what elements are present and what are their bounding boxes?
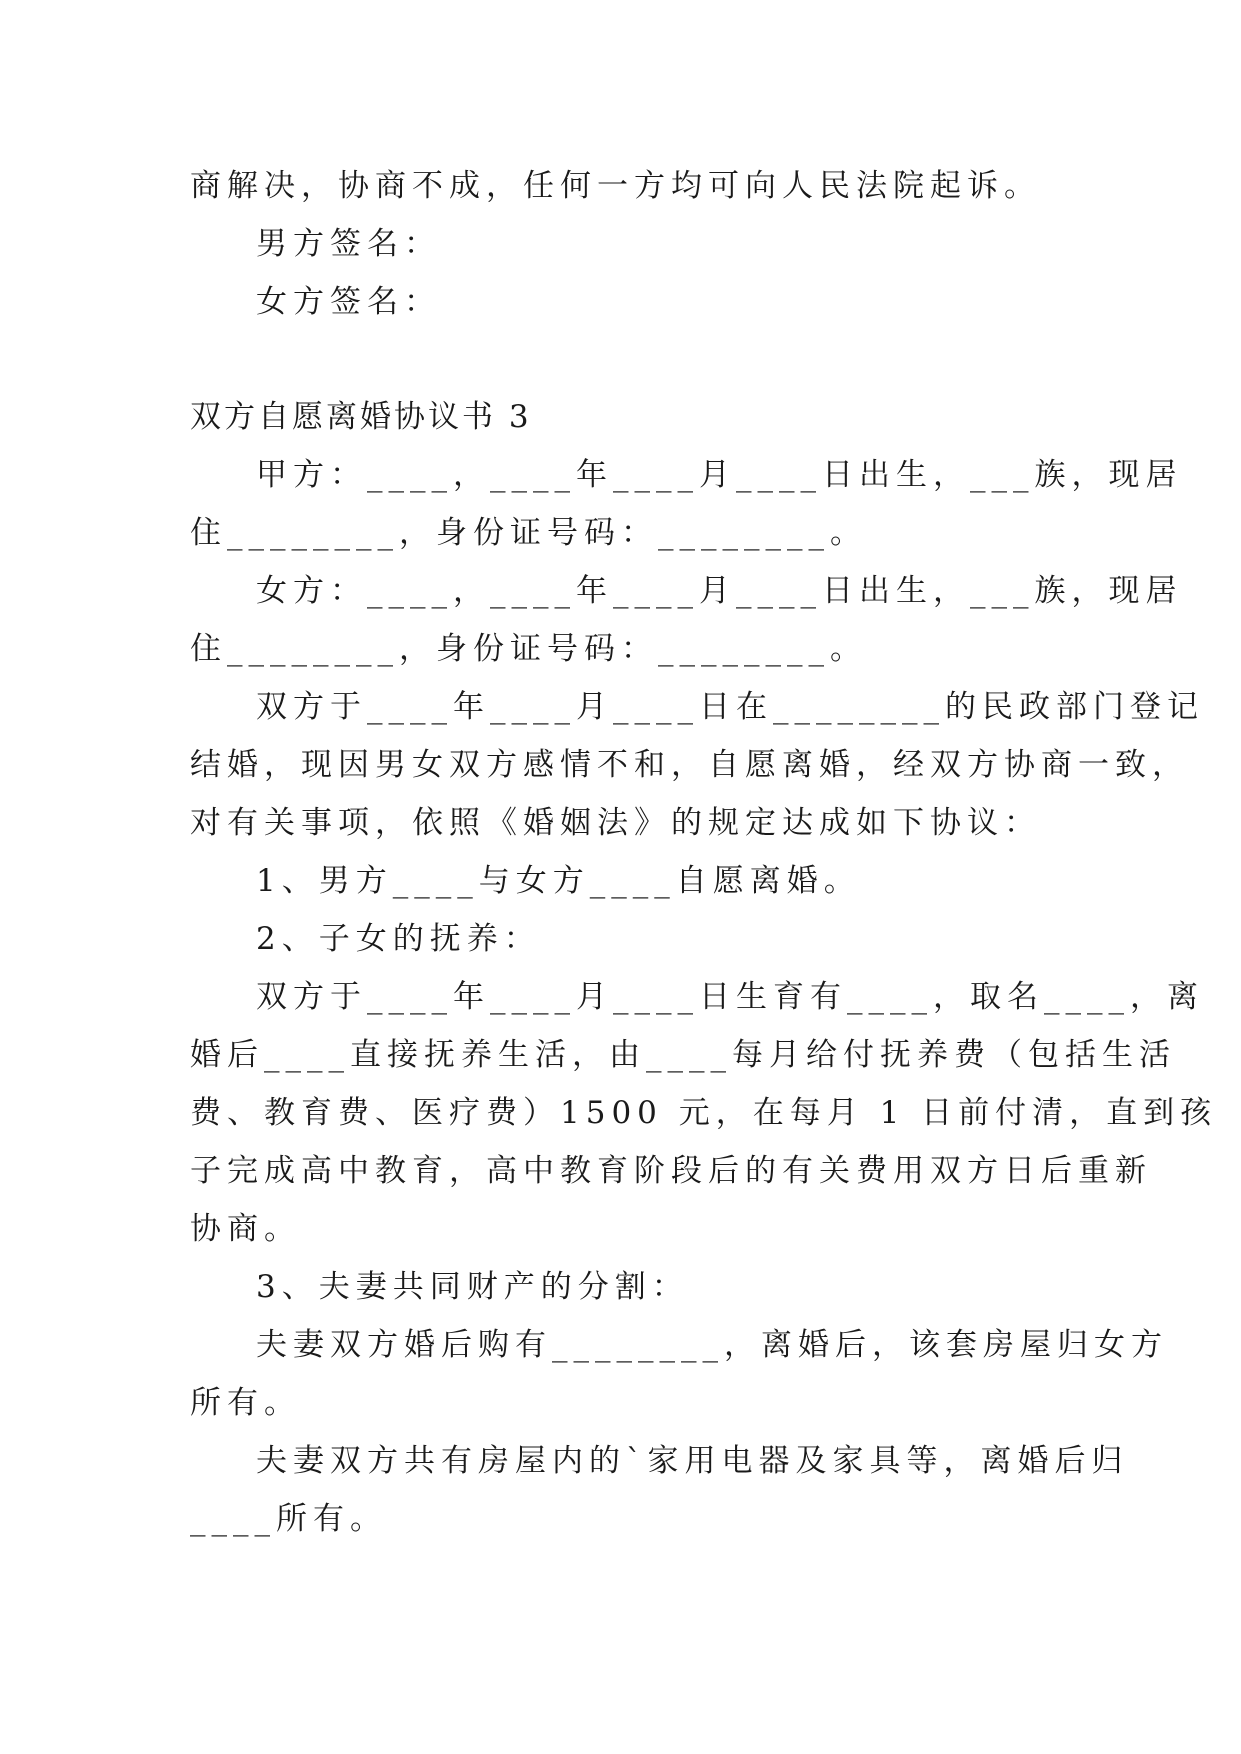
paragraph-line: 双方于____年____月____日在________的民政部门登记 [256, 689, 1204, 725]
paragraph-line: 夫妻双方共有房屋内的`家用电器及家具等，离婚后归 [256, 1443, 1129, 1479]
paragraph-line: 商解决，协商不成，任何一方均可向人民法院起诉。 [190, 168, 1041, 204]
female-signature-label: 女方签名： [256, 284, 441, 320]
section-title: 双方自愿离婚协议书 3 [190, 399, 532, 435]
paragraph-line: 所有。 [190, 1385, 301, 1421]
clause-3-heading: 3、夫妻共同财产的分割： [256, 1269, 689, 1305]
paragraph-line: ____所有。 [190, 1501, 387, 1537]
paragraph-line: 女方：____，____年____月____日出生，___族，现居 [256, 573, 1183, 609]
paragraph-line: 对有关事项，依照《婚姻法》的规定达成如下协议： [190, 805, 1041, 841]
paragraph-line: 住________，身份证号码：________。 [190, 515, 867, 551]
paragraph-line: 夫妻双方婚后购有________，离婚后，该套房屋归女方 [256, 1327, 1168, 1363]
male-signature-label: 男方签名： [256, 226, 441, 262]
paragraph-line: 协商。 [190, 1211, 301, 1247]
paragraph-line: 子完成高中教育，高中教育阶段后的有关费用双方日后重新 [190, 1153, 1152, 1189]
paragraph-line: 甲方：____，____年____月____日出生，___族，现居 [256, 457, 1183, 493]
paragraph-line: 双方于____年____月____日生育有____，取名____，离 [256, 979, 1204, 1015]
clause-1: 1、男方____与女方____自愿离婚。 [256, 863, 861, 899]
paragraph-line: 费、教育费、医疗费）1500 元，在每月 1 日前付清，直到孩 [190, 1095, 1218, 1131]
paragraph-line: 结婚，现因男女双方感情不和，自愿离婚，经双方协商一致， [190, 747, 1189, 783]
paragraph-line: 婚后____直接抚养生活，由____每月给付抚养费（包括生活 [190, 1037, 1176, 1073]
paragraph-line: 住________，身份证号码：________。 [190, 631, 867, 667]
clause-2-heading: 2、子女的抚养： [256, 921, 541, 957]
